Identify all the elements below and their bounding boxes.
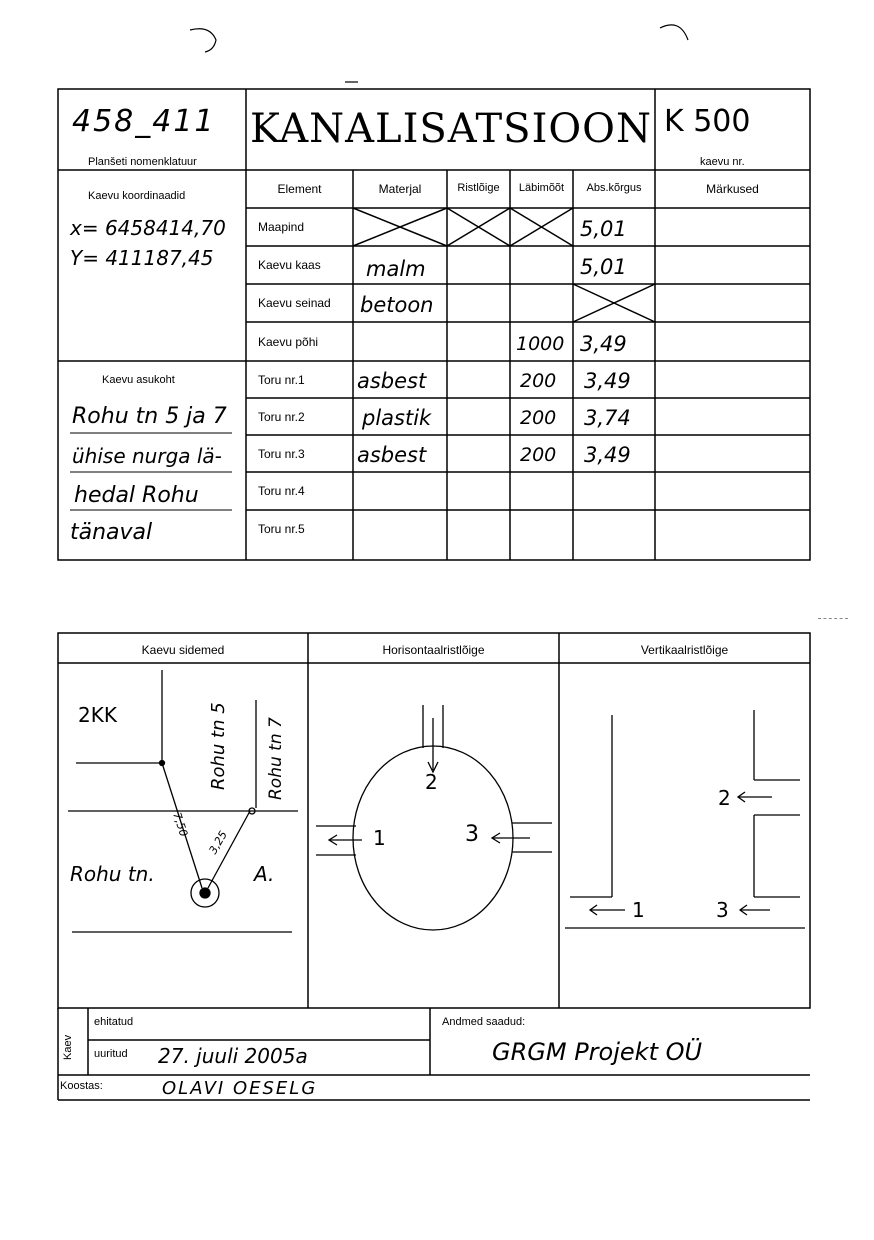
col-notes: Märkused — [706, 182, 759, 196]
row-height: 3,74 — [584, 405, 631, 430]
h-pipe-3-label: 3 — [465, 822, 479, 847]
row-material: malm — [366, 257, 426, 281]
row-diameter: 200 — [520, 406, 557, 429]
location-line: ühise nurga lä- — [72, 444, 222, 468]
row-diameter: 1000 — [516, 332, 565, 355]
row-element: Kaevu põhi — [258, 334, 319, 349]
row-height: 3,49 — [584, 442, 631, 467]
street7-label: Rohu tn 7 — [266, 717, 286, 800]
row-element: Toru nr.3 — [258, 446, 305, 461]
source-value: GRGM Projekt OÜ — [492, 1038, 703, 1066]
col-material: Materjal — [378, 182, 422, 196]
row-material: plastik — [362, 405, 432, 430]
row-element: Kaevu kaas — [258, 258, 321, 272]
horizontal-section — [316, 705, 552, 930]
row-element: Toru nr.4 — [258, 484, 305, 498]
row-material: asbest — [357, 368, 427, 393]
row-element: Toru nr.5 — [258, 522, 305, 536]
row-height: 3,49 — [580, 331, 627, 356]
col-height: Abs.kõrgus — [586, 182, 642, 194]
coord-y: Y= 411187,45 — [70, 246, 214, 270]
row-height: 5,01 — [580, 255, 627, 279]
plansheet-label: Planšeti nomenklatuur — [88, 156, 197, 168]
row-element: Maapind — [258, 220, 305, 234]
h-pipe-2-label: 2 — [425, 770, 438, 794]
street5-label: Rohu tn 5 — [208, 702, 229, 790]
page-title: KANALISATSIOON — [250, 106, 652, 152]
kaev-label: Kaev — [62, 1034, 74, 1060]
row-height: 3,49 — [584, 368, 631, 393]
author-value: OLAVI OESELG — [162, 1078, 318, 1099]
location-line: tänaval — [70, 520, 153, 545]
well-label: kaevu nr. — [700, 156, 745, 168]
distance-2: 3,25 — [206, 828, 231, 857]
location-label: Kaevu asukoht — [102, 374, 175, 386]
row-diameter: 200 — [520, 369, 557, 392]
row-element: Kaevu seinad — [258, 296, 331, 310]
point-a-label: A. — [254, 862, 275, 886]
row-height: 5,01 — [580, 217, 627, 241]
v-pipe-3-label: 3 — [716, 898, 729, 922]
distance-1: 7,50 — [170, 810, 191, 839]
street-label: Rohu tn. — [70, 862, 155, 886]
coord-x: x= 6458414,70 — [70, 216, 226, 240]
coords-label: Kaevu koordinaadid — [88, 190, 186, 202]
col-element: Element — [277, 182, 322, 196]
kk-label: 2KK — [78, 703, 117, 727]
v-pipe-1-label: 1 — [632, 898, 645, 922]
renewed-label: uuritud — [94, 1048, 128, 1060]
col-cross: Ristlõige — [457, 182, 500, 194]
h-pipe-1-label: 1 — [373, 826, 386, 850]
author-label: Koostas: — [60, 1080, 103, 1092]
v-pipe-2-label: 2 — [718, 786, 731, 810]
plansheet-number: 458_411 — [72, 104, 216, 139]
source-label: Andmed saadud: — [442, 1016, 526, 1028]
col-diameter: Läbimõõt — [518, 182, 565, 194]
row-element: Toru nr.1 — [258, 372, 305, 387]
location-line: hedal Rohu — [74, 483, 199, 508]
well-number: K 500 — [664, 104, 751, 139]
row-element: Toru nr.2 — [258, 409, 305, 424]
edge-mark — [818, 618, 848, 619]
row-material: betoon — [360, 293, 434, 317]
location-line: Rohu tn 5 ja 7 — [72, 404, 227, 429]
vertical-section — [565, 710, 805, 928]
row-material: asbest — [357, 442, 427, 467]
built-label: ehitatud — [94, 1016, 134, 1028]
renewed-date: 27. juuli 2005a — [158, 1044, 308, 1068]
sketch-header-vertical: Vertikaalristlõige — [640, 643, 729, 657]
row-diameter: 200 — [520, 443, 557, 466]
sketch-header-links: Kaevu sidemed — [141, 643, 225, 657]
sketch-header-horizontal: Horisontaalristlõige — [382, 643, 485, 657]
